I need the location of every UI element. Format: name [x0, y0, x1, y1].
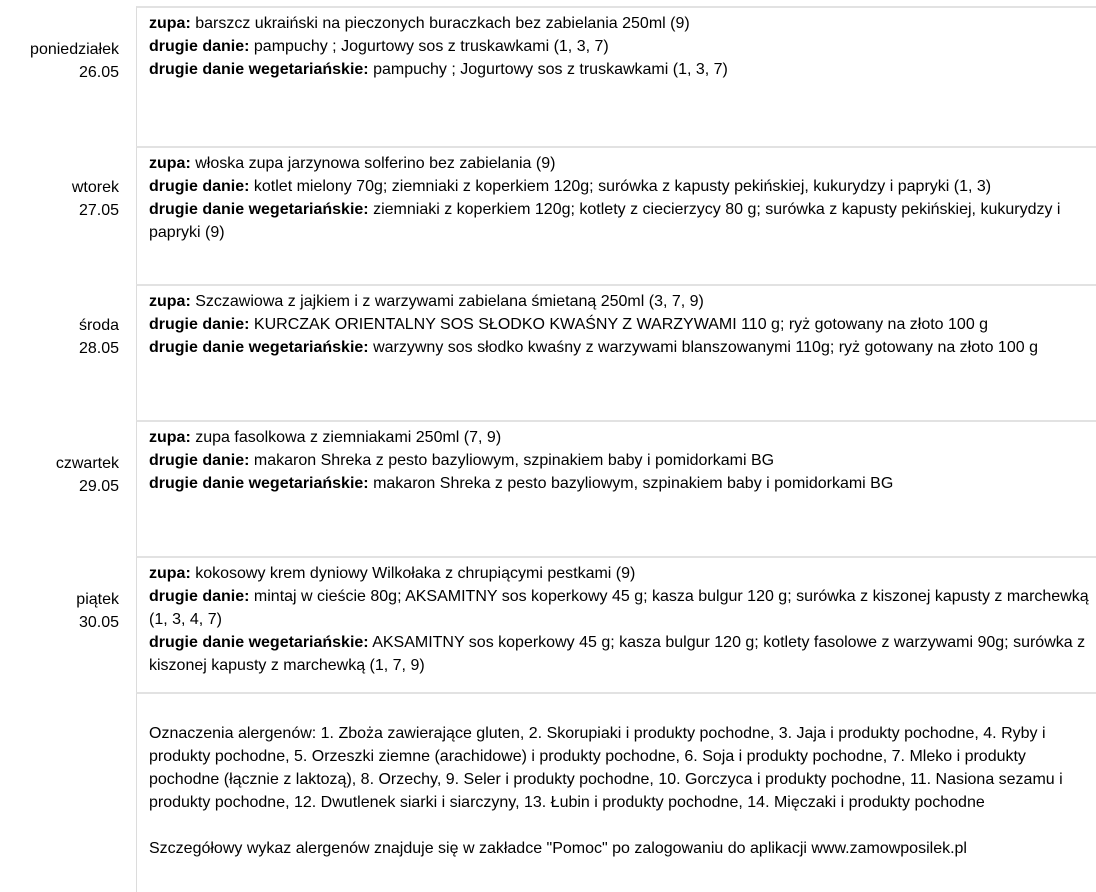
main-text: pampuchy ; Jogurtowy sos z truskawkami (1, 3, 7) — [253, 38, 609, 55]
main-label: drugie danie: — [149, 38, 250, 55]
meal-cell — [136, 556, 1096, 692]
day-name: środa — [78, 317, 119, 334]
day-name: poniedziałek — [30, 41, 119, 58]
soup-text: zupa fasolkowa z ziemniakami 250ml (7, 9) — [195, 429, 502, 446]
soup-text: Szczawiowa z jajkiem i z warzywami zabielana śmietaną 250ml (3, 7, 9) — [195, 293, 704, 310]
day-date: 29.05 — [78, 478, 119, 495]
soup-label: zupa: — [149, 429, 191, 446]
meal-cell — [136, 284, 1096, 420]
main-label: drugie danie: — [149, 452, 250, 469]
veg-text: warzywny sos słodko kwaśny z warzywami blanszowanymi 110g; ryż gotowany na złoto 100 g — [373, 339, 1038, 356]
day-date: 26.05 — [78, 64, 119, 81]
meal-cell — [136, 146, 1096, 284]
soup-label: zupa: — [149, 565, 191, 582]
veg-text: ziemniaki z koperkiem 120g; kotlety z ciecierzycy 80 g; surówka z kapusty pekińskiej, kukurydzy i papryki (9) — [149, 201, 1061, 241]
soup-label: zupa: — [149, 155, 191, 172]
veg-text: makaron Shreka z pesto bazyliowym, szpinakiem baby i pomidorkami BG — [373, 475, 894, 492]
soup-text: barszcz ukraiński na pieczonych buraczkach bez zabielania 250ml (9) — [195, 15, 690, 32]
meal-cell — [136, 6, 1096, 146]
main-text: mintaj w cieście 80g; AKSAMITNY sos koperkowy 45 g; kasza bulgur 120 g; surówka z kiszonej kapusty z marchewką (1, 3, 4, 7) — [149, 588, 1089, 628]
veg-text: pampuchy ; Jogurtowy sos z truskawkami (1, 3, 7) — [373, 61, 728, 78]
soup-text: kokosowy krem dyniowy Wilkołaka z chrupiącymi pestkami (9) — [195, 565, 636, 582]
main-label: drugie danie: — [149, 588, 250, 605]
soup-label: zupa: — [149, 293, 191, 310]
day-name: piątek — [76, 591, 119, 608]
day-label — [0, 314, 119, 360]
main-label: drugie danie: — [149, 178, 250, 195]
day-label — [0, 176, 119, 222]
allergens-note: Oznaczenia alergenów: 1. Zboża zawierające gluten, 2. Skorupiaki i produkty pochodne, 3. Jaja i produkty pochodne, 4. Ryby i produkty pochodne, 5. Orzeszki ziemne (arachidowe) i produkty pochodne, 6. Soja i produkty pochodne, 7. Mleko i produkty pochodne (łącznie z laktozą), 8. Orzechy, 9. Seler i produkty pochodne, 10. Gorczyca i produkty pochodne, 11. Nasiona sezamu i produkty pochodne, 12. Dwutlenek siarki i siarczyny, 13. Łubin i produkty pochodne, 14. Mięczaki i produkty pochodne — [149, 725, 1063, 811]
veg-label: drugie danie wegetariańskie: — [149, 339, 369, 356]
allergens-legend — [136, 692, 1096, 892]
allergens-details-note: Szczegółowy wykaz alergenów znajduje się w zakładce "Pomoc" po zalogowaniu do aplikacji www.zamowposilek.pl — [149, 840, 967, 857]
main-text: makaron Shreka z pesto bazyliowym, szpinakiem baby i pomidorkami BG — [253, 452, 775, 469]
day-date: 28.05 — [78, 340, 119, 357]
day-label — [0, 452, 119, 498]
day-name: wtorek — [71, 179, 119, 196]
veg-label: drugie danie wegetariańskie: — [149, 61, 369, 78]
main-text: kotlet mielony 70g; ziemniaki z koperkiem 120g; surówka z kapusty pekińskiej, kukurydzy i papryki (1, 3) — [253, 178, 992, 195]
day-name: czwartek — [55, 455, 119, 472]
day-label — [0, 588, 119, 634]
main-text: KURCZAK ORIENTALNY SOS SŁODKO KWAŚNY Z WARZYWAMI 110 g; ryż gotowany na złoto 100 g — [253, 316, 989, 333]
soup-label: zupa: — [149, 15, 191, 32]
day-date: 27.05 — [78, 202, 119, 219]
day-label — [0, 38, 119, 84]
meal-cell — [136, 420, 1096, 556]
veg-text: AKSAMITNY sos koperkowy 45 g; kasza bulgur 120 g; kotlety fasolowe z warzywami 90g; surówka z kiszonej kapusty z marchewką (1, 7, 9) — [149, 634, 1086, 674]
veg-label: drugie danie wegetariańskie: — [149, 201, 369, 218]
veg-label: drugie danie wegetariańskie: — [149, 475, 369, 492]
veg-label: drugie danie wegetariańskie: — [149, 634, 369, 651]
soup-text: włoska zupa jarzynowa solferino bez zabielania (9) — [195, 155, 556, 172]
day-date: 30.05 — [78, 614, 119, 631]
main-label: drugie danie: — [149, 316, 250, 333]
